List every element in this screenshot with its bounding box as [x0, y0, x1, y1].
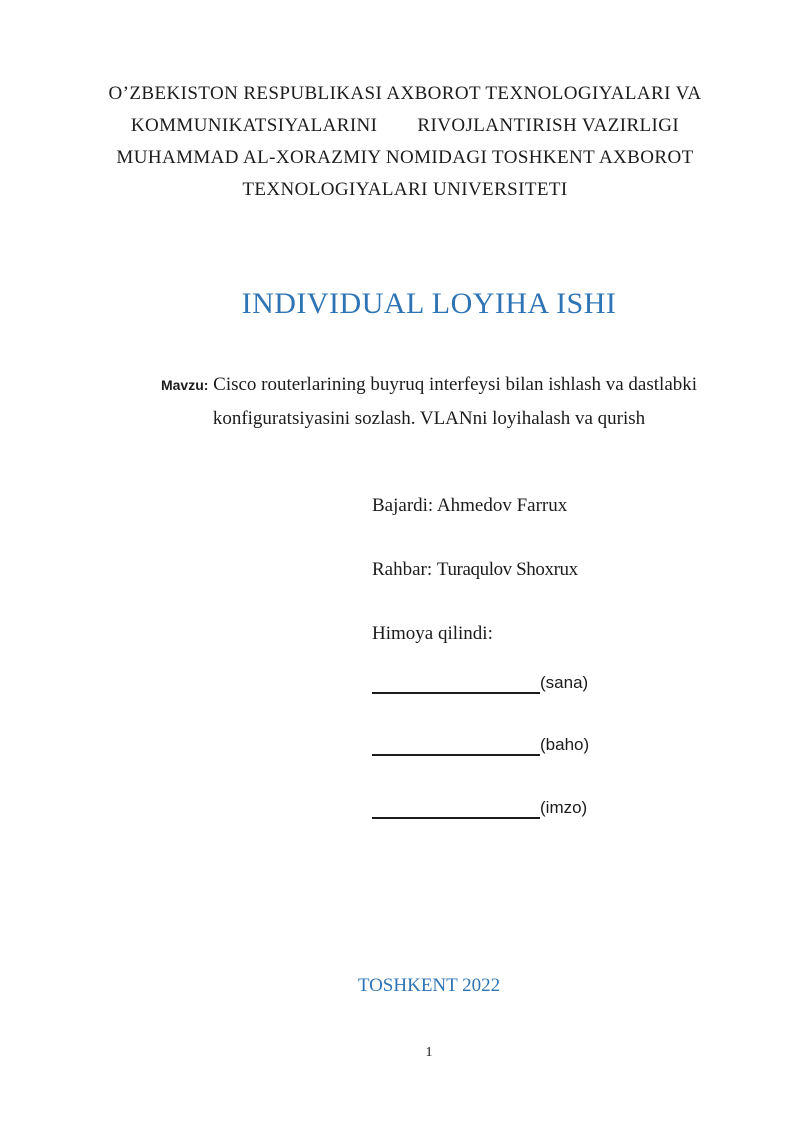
signature-blank-line	[372, 733, 540, 756]
signature-label-grade: (baho)	[540, 735, 590, 754]
topic-text: Cisco routerlarining buyruq interfeysi bilan ishlash va dastlabki konfiguratsiyasini sozlash. VLANni loyihalash va qurish	[212, 374, 698, 429]
ministry-header	[10, 78, 800, 206]
signature-label-date: (sana)	[540, 673, 589, 692]
topic-label: Mavzu:	[160, 377, 209, 393]
signature-label-signature: (imzo)	[540, 798, 588, 817]
header-line-4: TEXNOLOGIYALARI UNIVERSITETI	[242, 179, 568, 200]
performed-by-label: Bajardi:	[372, 495, 434, 516]
signature-blank-line	[372, 671, 540, 694]
signature-blank-line	[372, 796, 540, 819]
document-title: INDIVIDUAL LOYIHA ISHI	[241, 287, 617, 320]
header-line-2	[10, 110, 800, 142]
signature-row-date	[372, 671, 588, 694]
supervisor-label: Rahbar:	[372, 559, 433, 580]
supervisor-line	[372, 558, 578, 582]
page-number: 1	[425, 1045, 433, 1060]
header-line-1: O’ZBEKISTON RESPUBLIKASI AXBOROT TEXNOLOGIYALARI VA	[108, 83, 702, 104]
performed-by-line	[372, 494, 567, 518]
topic-paragraph	[129, 368, 729, 436]
header-line-2-left: KOMMUNIKATSIYALARINI	[130, 115, 378, 136]
header-line-2-right: RIVOJLANTIRISH VAZIRLIGI	[417, 115, 680, 136]
performed-by-value: Ahmedov Farrux	[436, 495, 568, 516]
header-line-3: MUHAMMAD AL-XORAZMIY NOMIDAGI TOSHKENT AXBOROT	[116, 147, 694, 168]
signature-row-grade	[372, 733, 589, 756]
signature-row-signature	[372, 796, 587, 819]
city-year: TOSHKENT 2022	[357, 975, 501, 996]
defended-line: Himoya qilindi:	[372, 623, 493, 644]
supervisor-value: Turaqulov Shoxrux	[436, 559, 578, 580]
